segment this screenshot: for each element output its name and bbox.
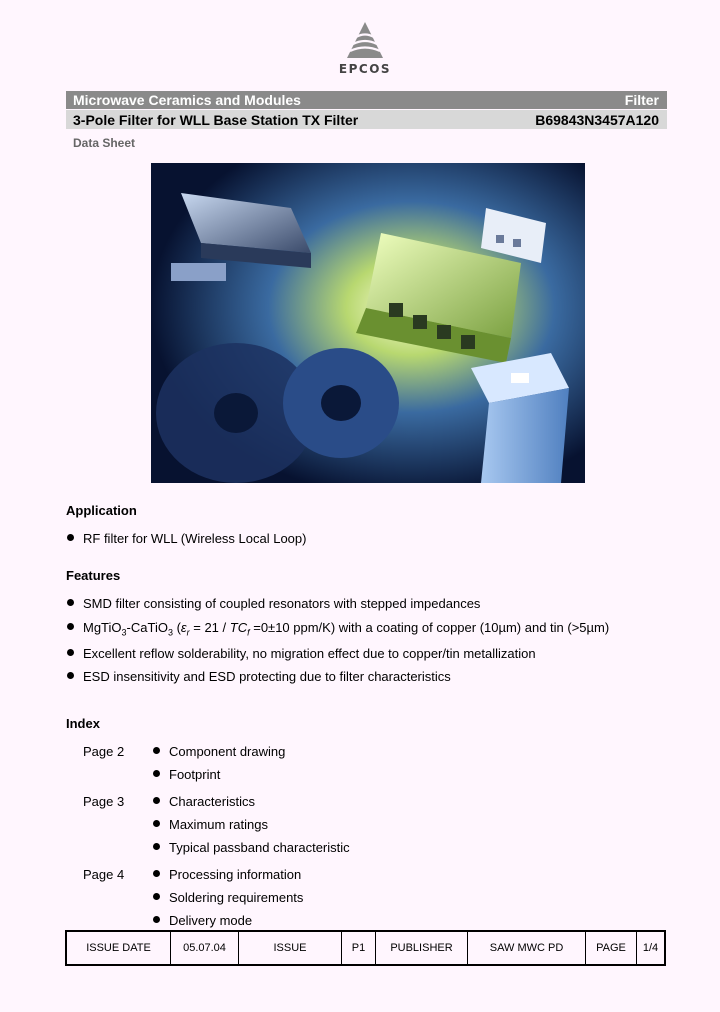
page-value: 1/4: [642, 942, 659, 954]
part-number: B69843N3457A120: [535, 111, 659, 128]
product-type: Filter: [624, 92, 659, 108]
category-bar: [66, 91, 667, 109]
epcos-logo: [330, 20, 400, 82]
issue-label: ISSUE: [239, 932, 342, 964]
index-item: Characteristics: [169, 794, 255, 809]
epcos-triangle-icon: [343, 20, 387, 60]
index-item: Soldering requirements: [169, 890, 304, 905]
feature-item-2: MgTiO$_3$-CaTiO$_3$ ($\varepsilon_r = 21 / TC_f =0\pm 10$ ppm/K) with a coating of copper (10µm) and tin (>5µm): [83, 620, 610, 638]
logo-text: EPCOS: [338, 62, 392, 76]
bullet: [67, 599, 74, 606]
bullet: [67, 623, 74, 630]
product-bar: [66, 110, 667, 129]
bullet: [153, 843, 160, 850]
bullet: [67, 672, 74, 679]
product-title: 3-Pole Filter for WLL Base Station TX Filter: [73, 111, 359, 128]
bullet: [153, 747, 160, 754]
index-page-label: Page 2: [83, 744, 125, 759]
index-page-label: Page 3: [83, 794, 125, 809]
bullet: [153, 770, 160, 777]
issue-date-label: ISSUE DATE: [67, 932, 171, 964]
publisher-value: SAW MWC PD: [468, 932, 586, 964]
bullet: [153, 916, 160, 923]
index-item: Component drawing: [169, 744, 286, 759]
bullet: [67, 534, 74, 541]
index-item: Footprint: [169, 767, 221, 782]
bullet: [153, 893, 160, 900]
index-item: Processing information: [169, 867, 302, 882]
page-label: PAGE: [586, 932, 637, 964]
bullet: [153, 797, 160, 804]
application-item: RF filter for WLL (Wireless Local Loop): [83, 531, 307, 546]
index-item: Delivery mode: [169, 913, 253, 928]
category-title: Microwave Ceramics and Modules: [73, 92, 301, 108]
bullet: [153, 870, 160, 877]
footer-table: [65, 930, 666, 966]
publisher-label: PUBLISHER: [376, 932, 468, 964]
feature-item-4: ESD insensitivity and ESD protecting due to filter characteristics: [83, 669, 451, 684]
application-heading: Application: [66, 503, 137, 518]
index-heading: Index: [66, 716, 100, 731]
features-heading: Features: [66, 568, 121, 583]
product-photo: [151, 163, 585, 483]
feature-item-3: Excellent reflow solderability, no migration effect due to copper/tin metallization: [83, 646, 536, 661]
index-page-label: Page 4: [83, 867, 125, 882]
issue-date-value: 05.07.04: [171, 932, 239, 964]
issue-value: P1: [342, 932, 376, 964]
index-item: Typical passband characteristic: [169, 840, 350, 855]
doc-type-label: Data Sheet: [73, 136, 136, 150]
feature-item-1: SMD filter consisting of coupled resonators with stepped impedances: [83, 596, 481, 611]
bullet: [153, 820, 160, 827]
index-item: Maximum ratings: [169, 817, 268, 832]
bullet: [67, 649, 74, 656]
